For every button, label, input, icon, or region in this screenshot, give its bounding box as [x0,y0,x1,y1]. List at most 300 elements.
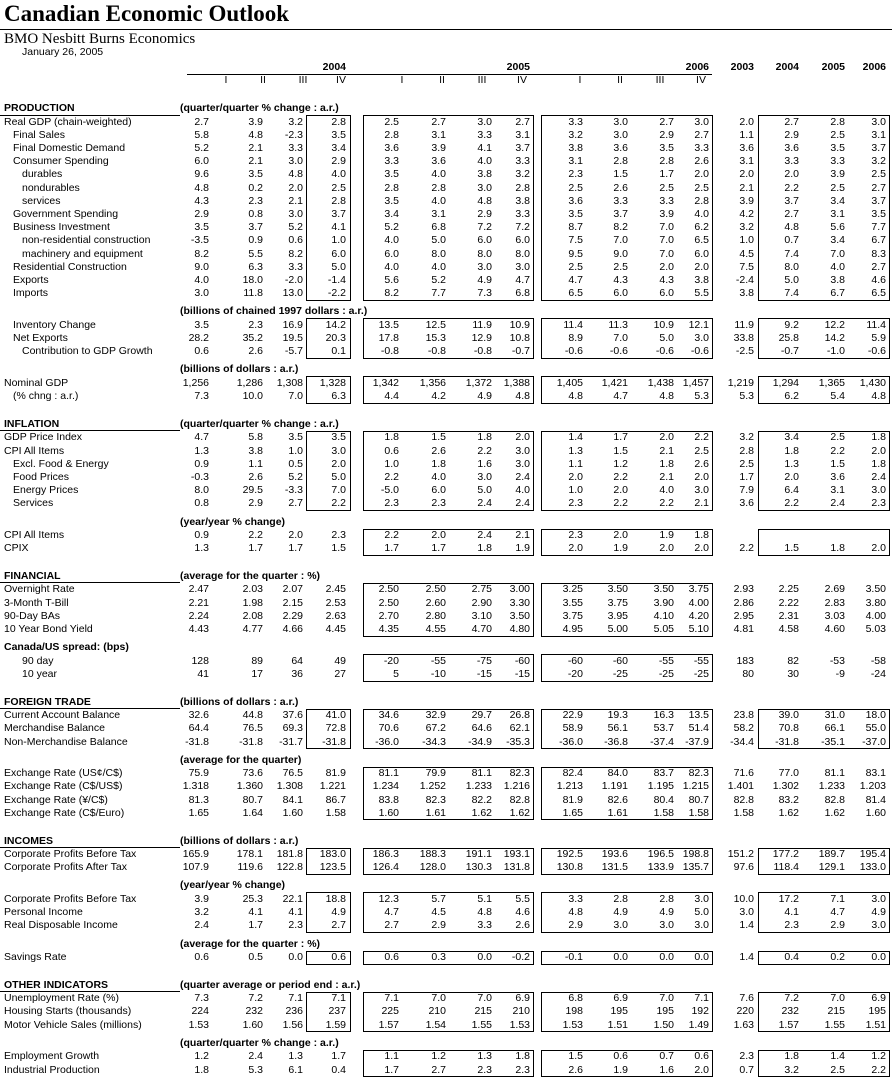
table-cell: 3.0 [871,892,886,905]
table-cell: 7.2 [248,992,263,1005]
table-cell: 1,342 [372,376,399,389]
table-cell: 1.7 [248,542,263,555]
table-cell: 3.3 [477,919,492,932]
forecast-box-annual [758,376,890,403]
table-cell: 82.6 [607,793,628,806]
table-cell: 1.5 [431,431,446,444]
table-cell: -25 [658,667,674,680]
forecast-box-annual [758,992,890,1033]
table-cell: 58.2 [733,722,754,735]
table-cell: 4.8 [248,128,263,141]
table-cell: 2.4 [248,1050,263,1063]
table-cell: 2.93 [733,583,754,596]
table-cell: 41.0 [325,709,346,722]
table-cell: 3.0 [659,919,674,932]
table-cell: 5.2 [194,141,209,154]
table-cell: 2.4 [194,919,209,932]
table-cell: 2.22 [778,596,799,609]
table-cell: -5.0 [380,484,399,497]
table-cell: 3.3 [784,155,799,168]
table-cell: 6.2 [694,221,709,234]
table-cell: 9.5 [568,247,583,260]
table-cell: -0.6 [609,345,628,358]
table-cell: -0.7 [780,345,799,358]
table-cell: 1.9 [659,529,674,541]
table-cell: 4.2 [739,207,754,220]
table-cell: 3.1 [568,155,583,168]
table-cell: 5.8 [248,431,263,444]
forecast-box-2005 [363,654,534,681]
table-cell: 8.2 [613,221,628,234]
table-cell: 1,286 [236,376,263,389]
forecast-box-2004q4 [306,709,351,750]
table-cell: 4.81 [733,623,754,635]
table-cell: 4.0 [384,260,399,273]
table-cell: 81.1 [471,767,492,780]
table-cell: 133.0 [859,861,886,874]
table-cell: 7.0 [288,390,303,403]
table-cell: 2.2 [613,470,628,483]
table-cell: 7.3 [477,287,492,300]
table-cell: 1.2 [194,1050,209,1063]
table-cell: 4.1 [248,906,263,919]
table-cell: 0.0 [613,951,628,963]
unit-label: (average for the quarter) [180,753,302,766]
unit-label: (quarter/quarter % change : a.r.) [180,417,339,430]
table-cell: 2.8 [384,181,399,194]
table-cell: 2.86 [733,596,754,609]
table-cell: 1.2 [871,1050,886,1063]
row-label: Housing Starts (thousands) [4,1005,132,1018]
table-cell: 1.1 [384,1050,399,1063]
table-cell: 7.0 [830,247,845,260]
table-cell: 4.7 [384,906,399,919]
table-cell: 3.7 [784,194,799,207]
table-cell: 1,219 [727,376,754,389]
table-cell: 12.3 [378,892,399,905]
forecast-box-2004q4 [306,318,351,359]
table-cell: 2.3 [384,497,399,510]
table-cell: 2.4 [871,470,886,483]
table-cell: 17.8 [378,332,399,344]
table-cell: 8.2 [288,247,303,260]
table-cell: 64.4 [188,722,209,735]
table-cell: 0.0 [288,951,303,963]
table-cell: 67.2 [425,722,446,735]
table-cell: -55 [430,654,446,667]
table-cell: 3.5 [194,221,209,234]
table-cell: 3.0 [694,332,709,344]
table-cell: 2.6 [694,457,709,470]
table-cell: 3.0 [477,181,492,194]
row-label: machinery and equipment [22,247,143,260]
table-cell: 2.7 [384,919,399,932]
table-cell: 1,457 [682,376,709,389]
report-date: January 26, 2005 [22,46,104,58]
table-cell: 8.2 [194,247,209,260]
table-cell: 2.8 [659,155,674,168]
table-cell: -36.0 [559,735,583,748]
table-cell: 5.10 [688,623,709,635]
table-cell: 4.7 [515,273,530,286]
table-cell: 0.0 [871,951,886,963]
table-cell: 2.5 [830,431,845,444]
row-label: Overnight Rate [4,583,75,596]
table-cell: 3.2 [194,906,209,919]
table-cell: 3.50 [865,583,886,596]
table-cell: 2.5 [694,181,709,194]
table-cell: 1.8 [871,457,886,470]
forecast-box-annual [758,709,890,750]
table-cell: 2.6 [431,444,446,457]
table-cell: 2.0 [784,168,799,181]
table-cell: 1.8 [659,457,674,470]
row-label: Inventory Change [13,318,96,331]
table-cell: 3.6 [384,141,399,154]
table-cell: 2.24 [188,609,209,622]
table-cell: 7.5 [568,234,583,247]
table-cell: 3.9 [830,168,845,181]
row-label: Residential Construction [13,260,127,273]
table-cell: 1.213 [556,780,583,793]
table-cell: 3.9 [248,115,263,128]
table-cell: 81.1 [824,767,845,780]
table-cell: 4.8 [194,181,209,194]
table-cell: 2.4 [515,470,530,483]
table-cell: 33.8 [733,332,754,344]
table-cell: 2.8 [384,128,399,141]
forecast-box-2006 [541,767,713,821]
table-cell: -25 [693,667,709,680]
section-heading: PRODUCTION [4,102,75,114]
forecast-box-2005 [363,992,534,1033]
table-cell: 29.5 [242,484,263,497]
table-cell: 7.6 [739,992,754,1005]
table-cell: 80 [742,667,754,680]
table-cell: 3.6 [431,155,446,168]
forecast-box-2006 [541,1050,713,1077]
table-cell: 6.3 [248,260,263,273]
table-cell: 3.30 [509,596,530,609]
table-cell: 2.9 [830,919,845,932]
table-cell: 81.9 [562,793,583,806]
table-cell: 1.5 [568,1050,583,1063]
table-cell: 2.2 [613,497,628,510]
forecast-box-2006 [541,529,713,556]
table-cell: 3.10 [471,609,492,622]
table-cell: -31.8 [775,735,799,748]
table-cell: 0.6 [694,1050,709,1063]
table-cell: 2.95 [733,609,754,622]
table-cell: 5.05 [653,623,674,635]
table-cell: 27 [334,667,346,680]
row-label: CPI All Items [4,444,65,457]
table-cell: 1.3 [194,444,209,457]
table-cell: 1.0 [568,484,583,497]
table-cell: 232 [245,1005,263,1018]
table-cell: 80.4 [653,793,674,806]
table-cell: 3.90 [653,596,674,609]
table-cell: 2.5 [871,168,886,181]
table-cell: 4.8 [568,906,583,919]
table-cell: 5.3 [694,390,709,403]
table-cell: 14.2 [824,332,845,344]
table-cell: 1.4 [568,431,583,444]
table-cell: 2.0 [871,542,886,555]
table-cell: 6.1 [288,1063,303,1076]
table-cell: 7.5 [739,260,754,273]
table-cell: 3.2 [739,431,754,444]
table-cell: 2.9 [477,207,492,220]
unit-label: (average for the quarter : %) [180,937,321,950]
table-cell: 2.7 [515,115,530,128]
forecast-box-2005 [363,115,534,301]
annual-year-header: 2004 [775,61,799,73]
table-cell: 0.0 [694,951,709,963]
table-cell: 3.3 [694,141,709,154]
table-cell: 82.3 [688,767,709,780]
table-cell: 1.3 [194,542,209,555]
table-cell: 118.4 [773,861,799,874]
table-cell: 0.6 [331,951,346,963]
forecast-box-2006 [541,654,713,681]
table-cell: 6.5 [694,234,709,247]
table-cell: 2.6 [248,345,263,358]
table-cell: 2.63 [325,609,346,622]
table-cell: 2.2 [694,431,709,444]
table-cell: 83.2 [778,793,799,806]
table-cell: 3.0 [477,115,492,128]
table-cell: 2.0 [659,542,674,555]
table-cell: 1.2 [431,1050,446,1063]
table-cell: -60 [567,654,583,667]
table-cell: 1,365 [818,376,845,389]
table-cell: 131.8 [503,861,530,874]
table-cell: -37.0 [862,735,886,748]
table-cell: 1.360 [236,780,263,793]
table-cell: 4.8 [477,194,492,207]
table-cell: 2.0 [694,1063,709,1076]
table-cell: 2.0 [694,260,709,273]
table-cell: 1.60 [242,1018,263,1031]
table-cell: 4.0 [331,168,346,181]
table-cell: 4.0 [431,168,446,181]
table-cell: 1.401 [727,780,754,793]
forecast-box-annual [758,1050,890,1077]
table-cell: 4.0 [431,194,446,207]
table-cell: 7.1 [288,992,303,1005]
table-cell: 2.6 [694,155,709,168]
row-label: Personal Income [4,906,83,919]
table-cell: 4.95 [562,623,583,635]
table-cell: 1.0 [384,457,399,470]
table-cell: 5.1 [477,892,492,905]
table-cell: -0.8 [380,345,399,358]
table-cell: 4.00 [865,609,886,622]
table-cell: 5.2 [431,273,446,286]
table-cell: 2.5 [568,260,583,273]
table-cell: 5.2 [288,221,303,234]
table-cell: -0.1 [564,951,583,963]
table-cell: 1.9 [613,542,628,555]
table-cell: 4.7 [830,906,845,919]
table-cell: 4.60 [824,623,845,635]
table-cell: 53.7 [653,722,674,735]
table-cell: 12.9 [471,332,492,344]
forecast-box-2005 [363,709,534,750]
row-label: Unemployment Rate (%) [4,992,119,1005]
table-cell: 3.4 [384,207,399,220]
table-cell: 2.0 [288,529,303,541]
table-cell: 3.6 [739,497,754,510]
table-cell: -0.6 [655,345,674,358]
forecast-box-2006 [541,992,713,1033]
table-cell: 1.51 [607,1018,628,1031]
table-cell: 5 [393,667,399,680]
table-cell: 2.5 [331,181,346,194]
row-label: CPI All Items [4,529,65,541]
section-heading: FINANCIAL [4,569,61,582]
table-cell: 178.1 [236,848,263,860]
table-cell: 3.9 [659,207,674,220]
forecast-box-2006 [541,431,713,511]
table-cell: 2.50 [378,596,399,609]
table-cell: 2.53 [325,596,346,609]
forecast-box-2006 [541,318,713,359]
table-cell: 4.8 [477,906,492,919]
table-cell: 7.0 [659,234,674,247]
table-cell: 3.0 [694,484,709,497]
table-cell: 3.0 [515,457,530,470]
table-cell: 128 [191,654,209,667]
table-cell: 29.7 [471,709,492,722]
table-cell: 2.4 [477,529,492,541]
table-cell: 0.8 [248,207,263,220]
forecast-box-2006 [541,376,713,403]
table-cell: 3.1 [830,484,845,497]
table-cell: 186.3 [372,848,399,860]
forecast-box-2006 [541,709,713,750]
table-cell: 2.1 [659,444,674,457]
table-cell: 1.62 [509,806,530,819]
table-cell: 9.6 [194,168,209,181]
table-cell: 81.1 [378,767,399,780]
table-cell: 1.215 [682,780,709,793]
forecast-box-annual [758,951,890,965]
table-cell: 0.4 [784,951,799,963]
table-cell: 5.2 [288,470,303,483]
unit-label: (average for the quarter : %) [180,569,321,582]
quarter-year-header: 2004 [322,61,346,73]
table-cell: 2.1 [739,181,754,194]
forecast-box-2004q4 [306,376,351,403]
table-cell: 4.0 [515,484,530,497]
row-label: services [22,194,61,207]
table-cell: 2.2 [384,470,399,483]
table-cell: 5.0 [431,234,446,247]
table-cell: 3.0 [515,444,530,457]
table-cell: 3.5 [568,207,583,220]
table-cell: 2.2 [659,497,674,510]
table-cell: 4.7 [613,390,628,403]
table-cell: 2.0 [694,470,709,483]
table-cell: -2.5 [735,345,754,358]
table-cell: 1,430 [859,376,886,389]
section-heading: INFLATION [4,417,60,430]
row-label: Contribution to GDP Growth [22,345,153,358]
table-cell: 2.3 [288,919,303,932]
table-cell: 5.5 [515,892,530,905]
unit-label: (quarter/quarter % change : a.r.) [180,1036,339,1049]
table-cell: 6.0 [331,247,346,260]
table-cell: 5.00 [607,623,628,635]
table-cell: 3.0 [331,444,346,457]
table-cell: 2.6 [248,470,263,483]
table-cell: 2.2 [331,497,346,510]
table-cell: 3.0 [515,260,530,273]
table-cell: 13.0 [282,287,303,300]
table-cell: 83.7 [653,767,674,780]
table-cell: 0.7 [784,234,799,247]
table-cell: 7.9 [739,484,754,497]
table-cell: 2.7 [431,1063,446,1076]
table-cell: -0.7 [511,345,530,358]
table-cell: 4.00 [688,596,709,609]
table-cell: 1.7 [384,542,399,555]
table-cell: 75.9 [188,767,209,780]
table-cell: 0.1 [331,345,346,358]
table-cell: 6.2 [784,390,799,403]
row-label: Motor Vehicle Sales (millions) [4,1018,142,1031]
table-cell: 1.51 [865,1018,886,1031]
table-cell: 2.1 [515,529,530,541]
table-cell: 193.6 [601,848,628,860]
forecast-box-annual [758,318,890,359]
table-cell: 17.2 [778,892,799,905]
table-cell: 1.302 [772,780,799,793]
table-cell: 133.9 [647,861,674,874]
table-cell: -31.8 [239,735,263,748]
table-cell: 4.66 [282,623,303,635]
table-cell: 195.4 [859,848,886,860]
table-cell: 1.234 [372,780,399,793]
table-cell: 0.2 [830,951,845,963]
table-cell: 3.03 [824,609,845,622]
table-cell: 9.2 [784,318,799,331]
table-cell: 7.2 [784,992,799,1005]
table-cell: 6.0 [477,234,492,247]
table-cell: 1.4 [739,951,754,963]
table-cell: 1.1 [248,457,263,470]
table-cell: 3.1 [871,128,886,141]
table-cell: 1.65 [562,806,583,819]
forecast-box-2006 [541,951,713,965]
table-cell: 32.9 [425,709,446,722]
table-cell: 3.75 [562,609,583,622]
table-cell: -37.4 [650,735,674,748]
forecast-box-2005 [363,431,534,511]
row-label: Net Exports [13,332,68,344]
row-label: Corporate Profits After Tax [4,861,127,874]
table-cell: 3.3 [515,207,530,220]
table-cell: 3.75 [688,583,709,596]
table-cell: 39.0 [778,709,799,722]
row-label: Nominal GDP [4,376,69,389]
table-cell: 3.80 [865,596,886,609]
row-label: Exchange Rate (C$/US$) [4,780,123,793]
table-cell: 3.0 [613,919,628,932]
table-cell: 3.6 [568,194,583,207]
